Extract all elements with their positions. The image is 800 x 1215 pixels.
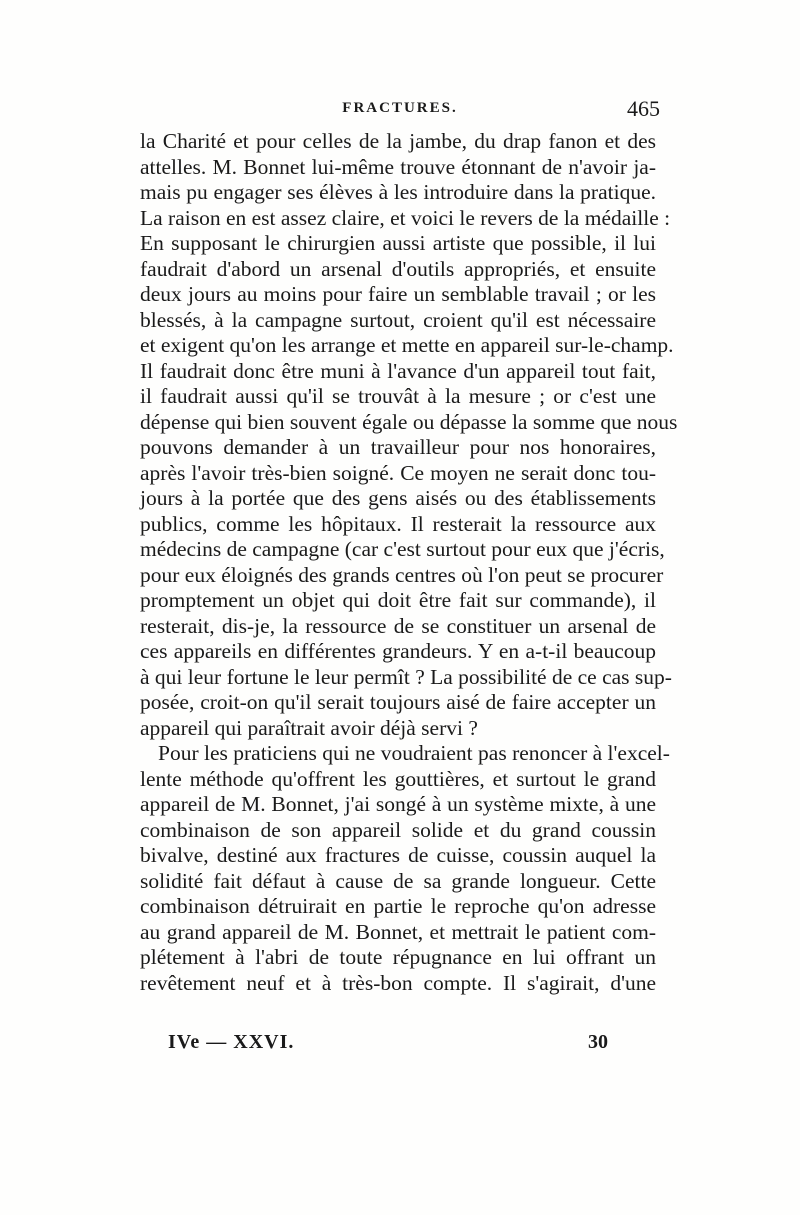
text-line: au grand appareil de M. Bonnet, et mettrait le patient com-: [140, 919, 656, 944]
page-number: 465: [627, 96, 660, 121]
text-line: solidité fait défaut à cause de sa grande longueur. Cette: [140, 868, 656, 893]
text-line: la Charité et pour celles de la jambe, du drap fanon et des: [140, 129, 656, 153]
text-line: lente méthode qu'offrent les gouttières, et surtout le grand: [140, 766, 656, 791]
text-line: plétement à l'abri de toute répugnance en lui offrant un: [140, 945, 656, 969]
page-footer: [168, 1031, 608, 1057]
text-line: pour eux éloignés des grands centres où l'on peut se procurer: [140, 562, 664, 587]
page-header: [140, 96, 660, 126]
text-line: publics, comme les hôpitaux. Il resterait la ressource aux: [140, 511, 656, 536]
text-line: mais pu engager ses élèves à les introduire dans la pratique.: [140, 180, 656, 204]
text-line: bivalve, destiné aux fractures de cuisse, coussin auquel la: [140, 843, 656, 867]
text-line: Il faudrait donc être muni à l'avance d'un appareil tout fait,: [140, 358, 656, 383]
text-line: après l'avoir très-bien soigné. Ce moyen ne serait donc tou-: [140, 460, 656, 485]
text-line: La raison en est assez claire, et voici le revers de la médaille :: [140, 205, 671, 230]
text-line: promptement un objet qui doit être fait sur commande), il: [140, 588, 656, 612]
signature-mark: IVe — XXVI.: [168, 1031, 295, 1053]
text-line: En supposant le chirurgien aussi artiste que possible, il lui: [140, 231, 656, 255]
text-line: dépense qui bien souvent égale ou dépasse la somme que nous: [140, 409, 678, 434]
text-line: deux jours au moins pour faire un semblable travail ; or les: [140, 282, 656, 306]
text-line: pouvons demander à un travailleur pour nos honoraires,: [140, 435, 656, 459]
text-line: ces appareils en différentes grandeurs. Y en a-t-il beaucoup: [140, 639, 656, 663]
text-line: resterait, dis-je, la ressource de se constituer un arsenal de: [140, 613, 656, 638]
sheet-number: 30: [588, 1031, 608, 1053]
paragraph-start-line: Pour les praticiens qui ne voudraient pas renoncer à l'excel-: [158, 741, 670, 765]
text-line: médecins de campagne (car c'est surtout pour eux que j'écris,: [140, 537, 665, 561]
text-line: appareil de M. Bonnet, j'ai songé à un système mixte, à une: [140, 792, 656, 816]
text-line: blessés, à la campagne surtout, croient qu'il est nécessaire: [140, 307, 656, 332]
running-head: FRACTURES.: [342, 100, 458, 116]
text-line: posée, croit-on qu'il serait toujours aisé de faire accepter un: [140, 690, 656, 714]
text-line: combinaison détruirait en partie le reproche qu'on adresse: [140, 894, 656, 918]
paragraph-end-line: appareil qui paraîtrait avoir déjà servi ?: [140, 715, 478, 740]
text-line: il faudrait aussi qu'il se trouvât à la mesure ; or c'est une: [140, 384, 656, 408]
text-line: faudrait d'abord un arsenal d'outils appropriés, et ensuite: [140, 256, 656, 281]
text-line: à qui leur fortune le leur permît ? La possibilité de ce cas sup-: [140, 664, 672, 689]
body-text: [140, 129, 678, 996]
text-line: jours à la portée que des gens aisés ou des établissements: [140, 486, 656, 510]
text-line: revêtement neuf et à très-bon compte. Il s'agirait, d'une: [140, 970, 656, 995]
text-line: et exigent qu'on les arrange et mette en appareil sur-le-champ.: [140, 333, 674, 357]
text-line: attelles. M. Bonnet lui-même trouve étonnant de n'avoir ja-: [140, 154, 656, 179]
text-line: combinaison de son appareil solide et du grand coussin: [140, 817, 656, 842]
